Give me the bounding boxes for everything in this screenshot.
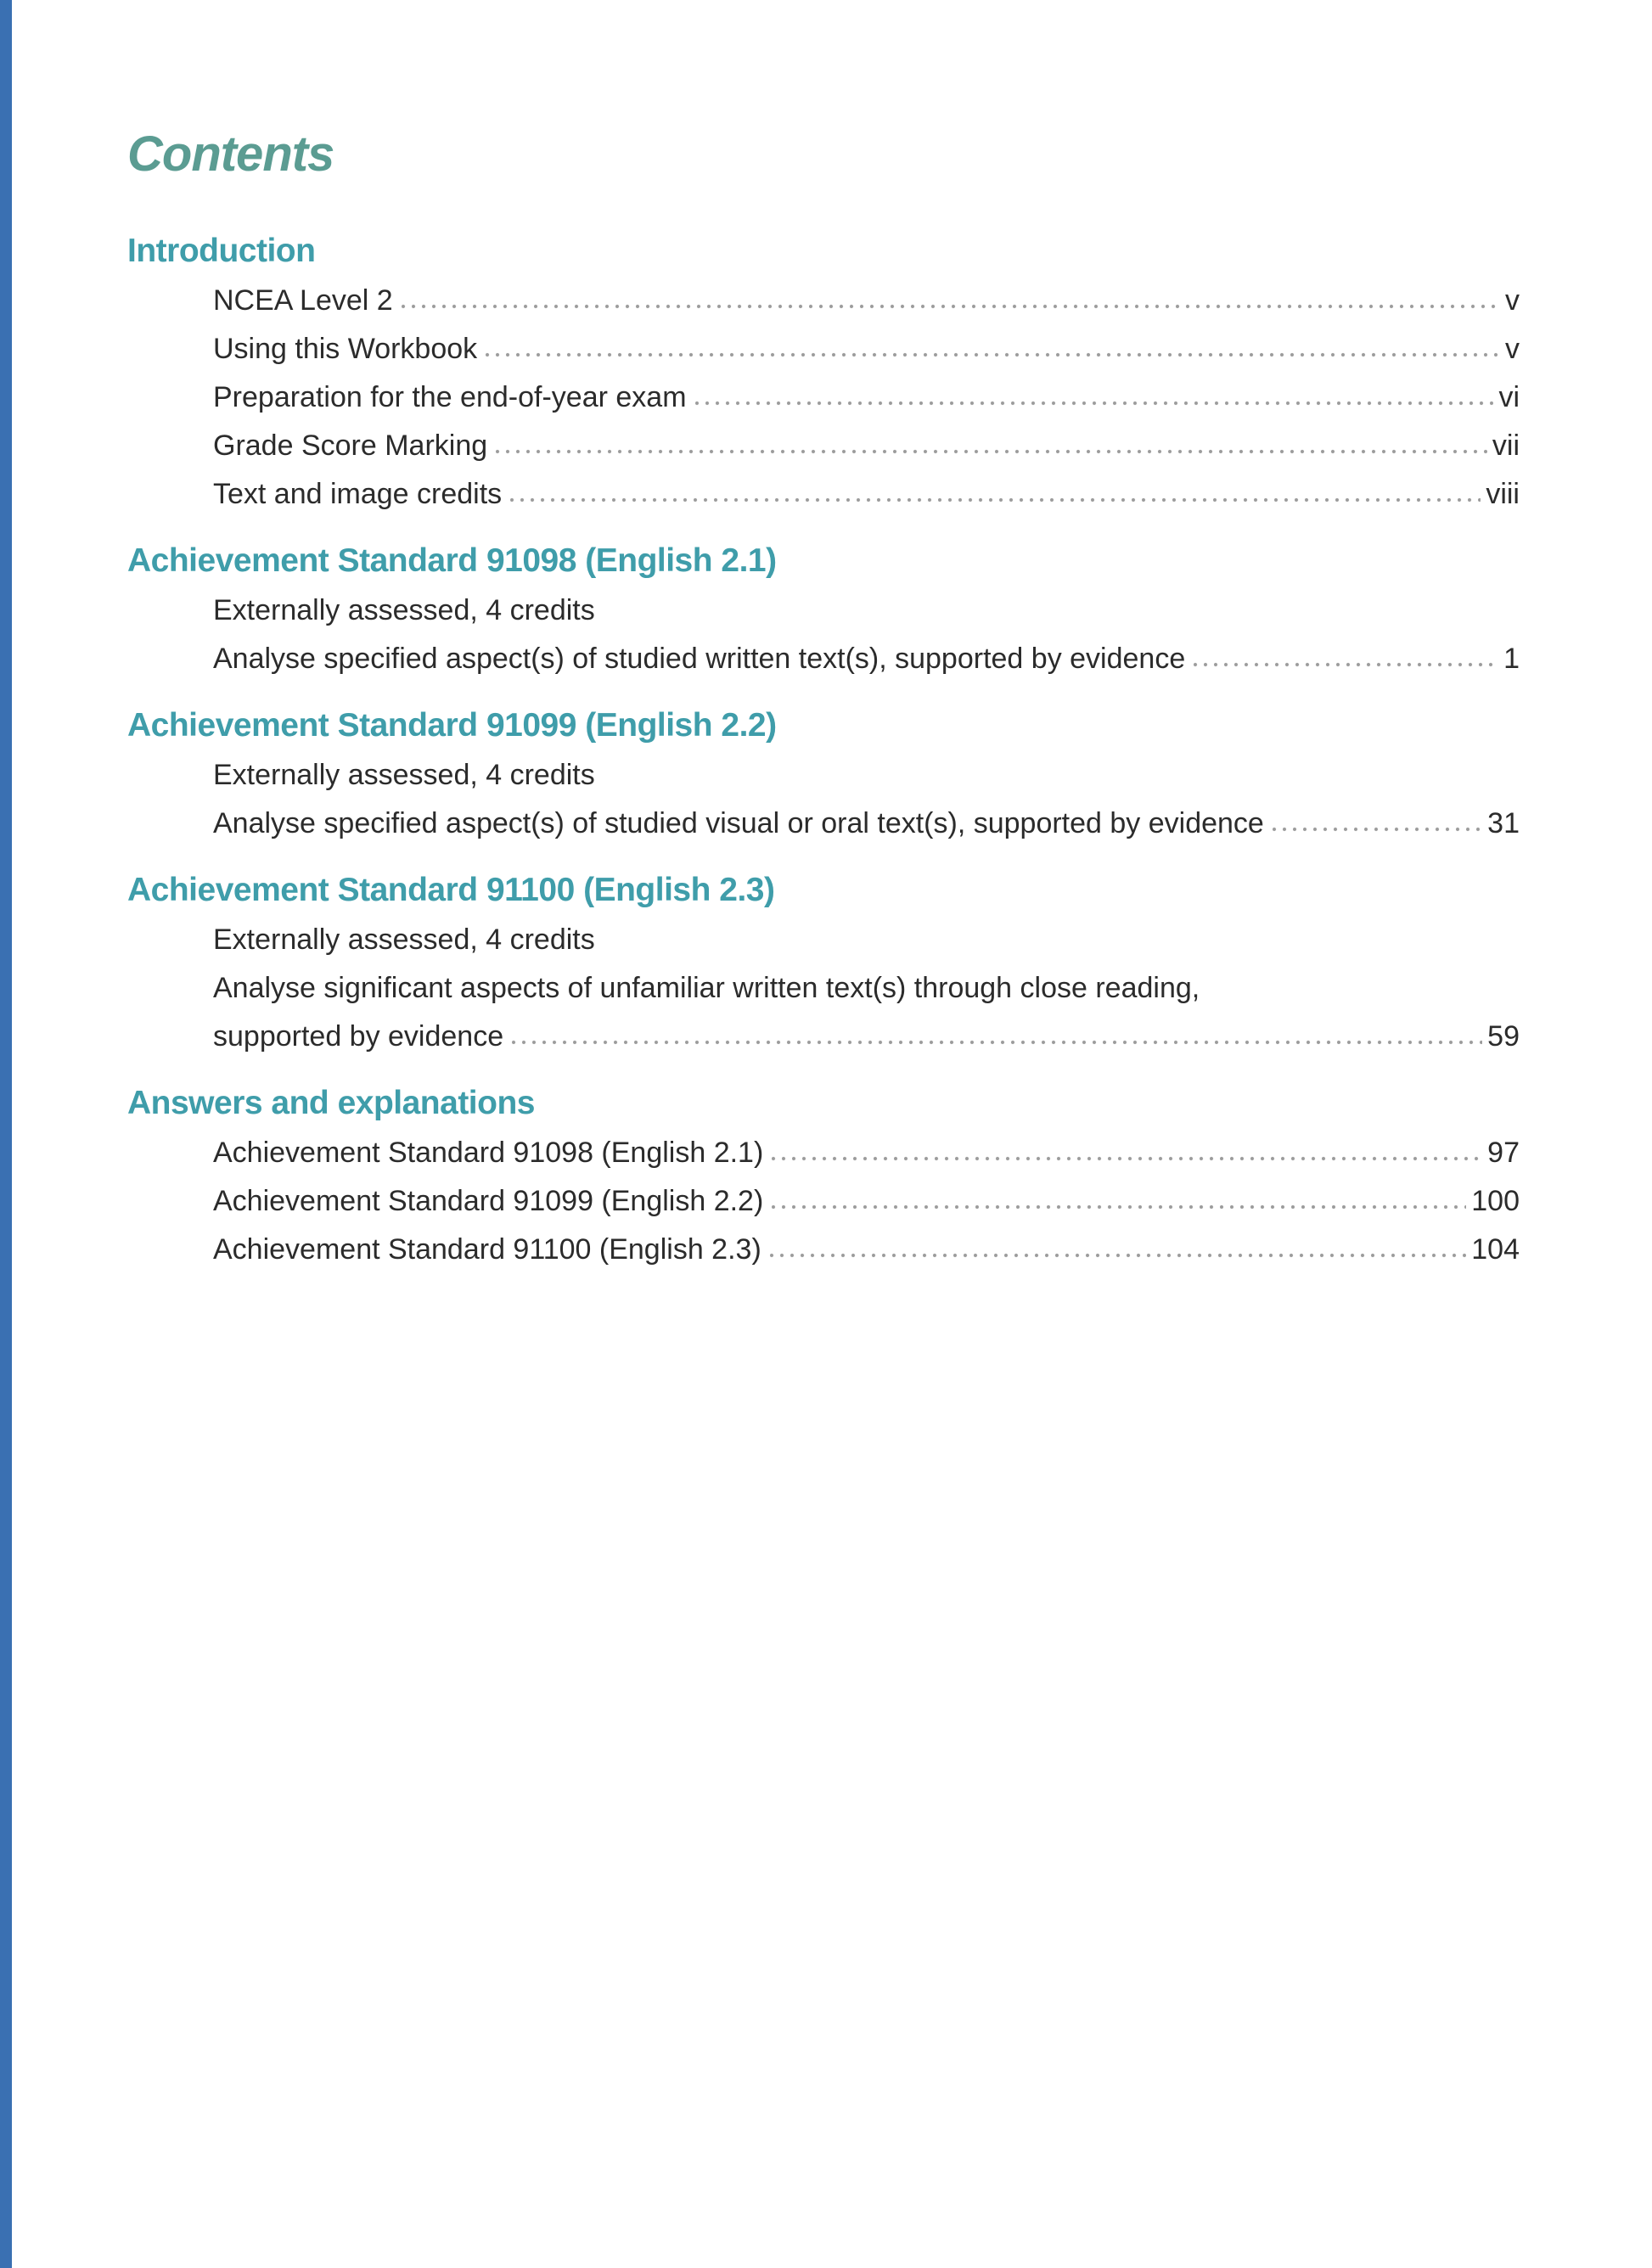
dot-leader xyxy=(512,1039,1482,1046)
dot-leader xyxy=(772,1155,1482,1162)
section-body xyxy=(213,1129,1520,1274)
page-number: 104 xyxy=(1471,1233,1520,1266)
entry-label: Text and image credits xyxy=(213,478,503,510)
toc-entry xyxy=(213,422,1520,470)
toc-entry xyxy=(213,1226,1520,1274)
dot-leader xyxy=(402,303,1500,310)
section-body xyxy=(213,751,1520,848)
page-number: 31 xyxy=(1487,807,1520,839)
toc-entry xyxy=(213,325,1520,373)
toc-entry xyxy=(213,635,1520,683)
section-heading: Answers and explanations xyxy=(127,1085,535,1121)
page-number: 97 xyxy=(1487,1137,1520,1169)
section-heading: Achievement Standard 91099 (English 2.2) xyxy=(127,707,777,744)
dot-leader xyxy=(695,400,1494,407)
section-body xyxy=(213,277,1520,519)
page-number: 1 xyxy=(1503,643,1520,675)
entry-label: Preparation for the end-of-year exam xyxy=(213,381,687,413)
page-number: v xyxy=(1505,333,1520,365)
contents-page xyxy=(127,127,1520,1296)
section-body xyxy=(213,587,1520,683)
toc-section-as91100 xyxy=(127,870,1520,1061)
dot-leader xyxy=(510,497,1481,503)
section-subtitle: Externally assessed, 4 credits xyxy=(213,594,595,626)
dot-leader xyxy=(496,448,1487,455)
entry-label: Analyse specified aspect(s) of studied written text(s), supported by evidence xyxy=(213,643,1186,675)
entry-label: Analyse specified aspect(s) of studied visual or oral text(s), supported by evidence xyxy=(213,807,1264,839)
toc-entry xyxy=(213,470,1520,519)
dot-leader xyxy=(1194,661,1498,668)
page-number: 59 xyxy=(1487,1020,1520,1053)
page-title: Contents xyxy=(127,126,334,182)
page-edge-bar xyxy=(0,0,12,2268)
section-subtitle: Externally assessed, 4 credits xyxy=(213,923,595,956)
entry-label: Achievement Standard 91099 (English 2.2) xyxy=(213,1185,764,1217)
toc-section-answers xyxy=(127,1083,1520,1274)
toc-entry xyxy=(213,1129,1520,1177)
dot-leader xyxy=(772,1204,1466,1210)
page-number: vi xyxy=(1498,381,1520,413)
entry-label: supported by evidence xyxy=(213,1020,504,1053)
dot-leader xyxy=(486,351,1500,358)
entry-label: Grade Score Marking xyxy=(213,429,488,462)
toc-entry xyxy=(213,800,1520,848)
entry-label: Achievement Standard 91100 (English 2.3) xyxy=(213,1233,761,1266)
entry-label: Achievement Standard 91098 (English 2.1) xyxy=(213,1137,764,1169)
entry-label: NCEA Level 2 xyxy=(213,284,393,317)
toc-entry xyxy=(213,373,1520,422)
page-number: v xyxy=(1505,284,1520,317)
entry-label-line1: Analyse significant aspects of unfamiliar written text(s) through close reading, xyxy=(213,972,1200,1004)
page-number: viii xyxy=(1486,478,1520,510)
entry-label: Using this Workbook xyxy=(213,333,478,365)
dot-leader xyxy=(770,1252,1466,1259)
page-number: 100 xyxy=(1471,1185,1520,1217)
section-heading: Achievement Standard 91098 (English 2.1) xyxy=(127,542,777,579)
section-heading: Introduction xyxy=(127,233,316,269)
toc-section-introduction xyxy=(127,231,1520,519)
toc-section-as91098 xyxy=(127,541,1520,683)
section-subtitle: Externally assessed, 4 credits xyxy=(213,759,595,791)
section-body xyxy=(213,916,1520,1061)
section-heading: Achievement Standard 91100 (English 2.3) xyxy=(127,872,775,908)
toc-section-as91099 xyxy=(127,705,1520,848)
dot-leader xyxy=(1273,826,1482,833)
toc-entry xyxy=(213,1013,1520,1061)
toc-entry xyxy=(213,277,1520,325)
page-number: vii xyxy=(1492,429,1520,462)
toc-entry xyxy=(213,1177,1520,1226)
